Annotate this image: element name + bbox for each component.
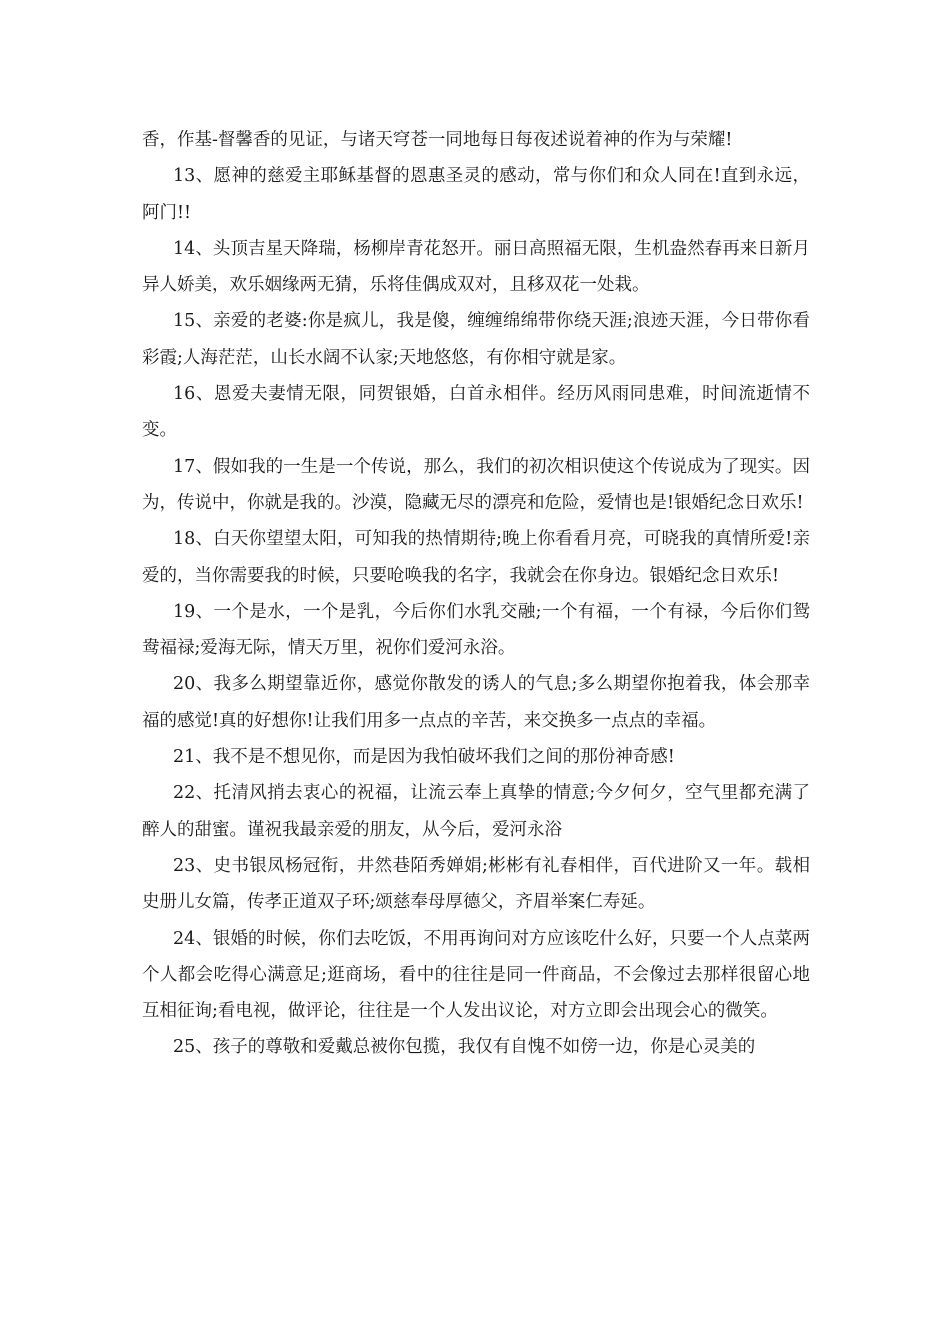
paragraph-13: 13、愿神的慈爱主耶稣基督的恩惠圣灵的感动，常与你们和众人同在!直到永远，阿门!! — [142, 166, 810, 223]
paragraph-15: 15、亲爱的老婆:你是疯儿，我是傻，缠缠绵绵带你绕天涯;浪迹天涯，今日带你看彩霞;人海茫茫，山长水阔不认家;天地悠悠，有你相守就是家。 — [142, 311, 810, 368]
paragraph-23: 23、史书银凤杨冠衔，井然巷陌秀婵娟;彬彬有礼春相伴，百代进阶又一年。载相史册儿女篇，传孝正道双子环;颂慈奉母厚德父，齐眉举案仁寿延。 — [142, 855, 810, 913]
paragraph-21: 21、我不是不想见你，而是因为我怕破坏我们之间的那份神奇感! — [173, 747, 675, 768]
paragraph-25: 25、孩子的尊敬和爱戴总被你包揽，我仅有自愧不如傍一边，你是心灵美的 — [173, 1037, 756, 1058]
paragraph-24: 24、银婚的时候，你们去吃饭，不用再询问对方应该吃什么好，只要一个人点菜两个人都会吃得心满意足;逛商场，看中的往往是同一件商品，不会像过去那样很留心地互相征询;看电视，做评论，往往是一个人发出议论，对方立即会出现会心的微笑。 — [142, 928, 810, 1022]
paragraph-16: 16、恩爱夫妻情无限，同贺银婚，白首永相伴。经历风雨同患难，时间流逝情不变。 — [142, 384, 810, 441]
paragraph-18: 18、白天你望望太阳，可知我的热情期待;晚上你看看月亮，可晓我的真情所爱!亲爱的，当你需要我的时候，只要呛唤我的名字，我就会在你身边。银婚纪念日欢乐! — [142, 529, 810, 586]
paragraph-22: 22、托清风捎去衷心的祝福，让流云奉上真挚的情意;今夕何夕，空气里都充满了醉人的甜蜜。谨祝我最亲爱的朋友，从今后，爱河永浴 — [142, 783, 810, 840]
paragraph-14: 14、头顶吉星天降瑞，杨柳岸青花怒开。丽日高照福无限，生机盎然春再来日新月异人娇美，欢乐姻缘两无猜，乐将佳偶成双对，且移双花一处栽。 — [142, 238, 810, 296]
paragraph-20: 20、我多么期望靠近你，感觉你散发的诱人的气息;多么期望你抱着我，体会那幸福的感觉!真的好想你!让我们用多一点点的辛苦，来交换多一点点的幸福。 — [142, 674, 810, 731]
paragraph-19: 19、一个是水，一个是乳，今后你们水乳交融;一个有福，一个有禄，今后你们鸳鸯福禄;爱海无际，情天万里，祝你们爱河永浴。 — [142, 601, 810, 659]
paragraph-continuation: 香，作基-督馨香的见证，与诸天穹苍一同地每日每夜述说着神的作为与荣耀! — [142, 130, 733, 150]
document-body — [142, 122, 810, 1066]
paragraph-17: 17、假如我的一生是一个传说，那么，我们的初次相识使这个传说成为了现实。因为，传说中，你就是我的。沙漠，隐藏无尽的漂亮和危险，爱情也是!银婚纪念日欢乐! — [142, 456, 810, 513]
